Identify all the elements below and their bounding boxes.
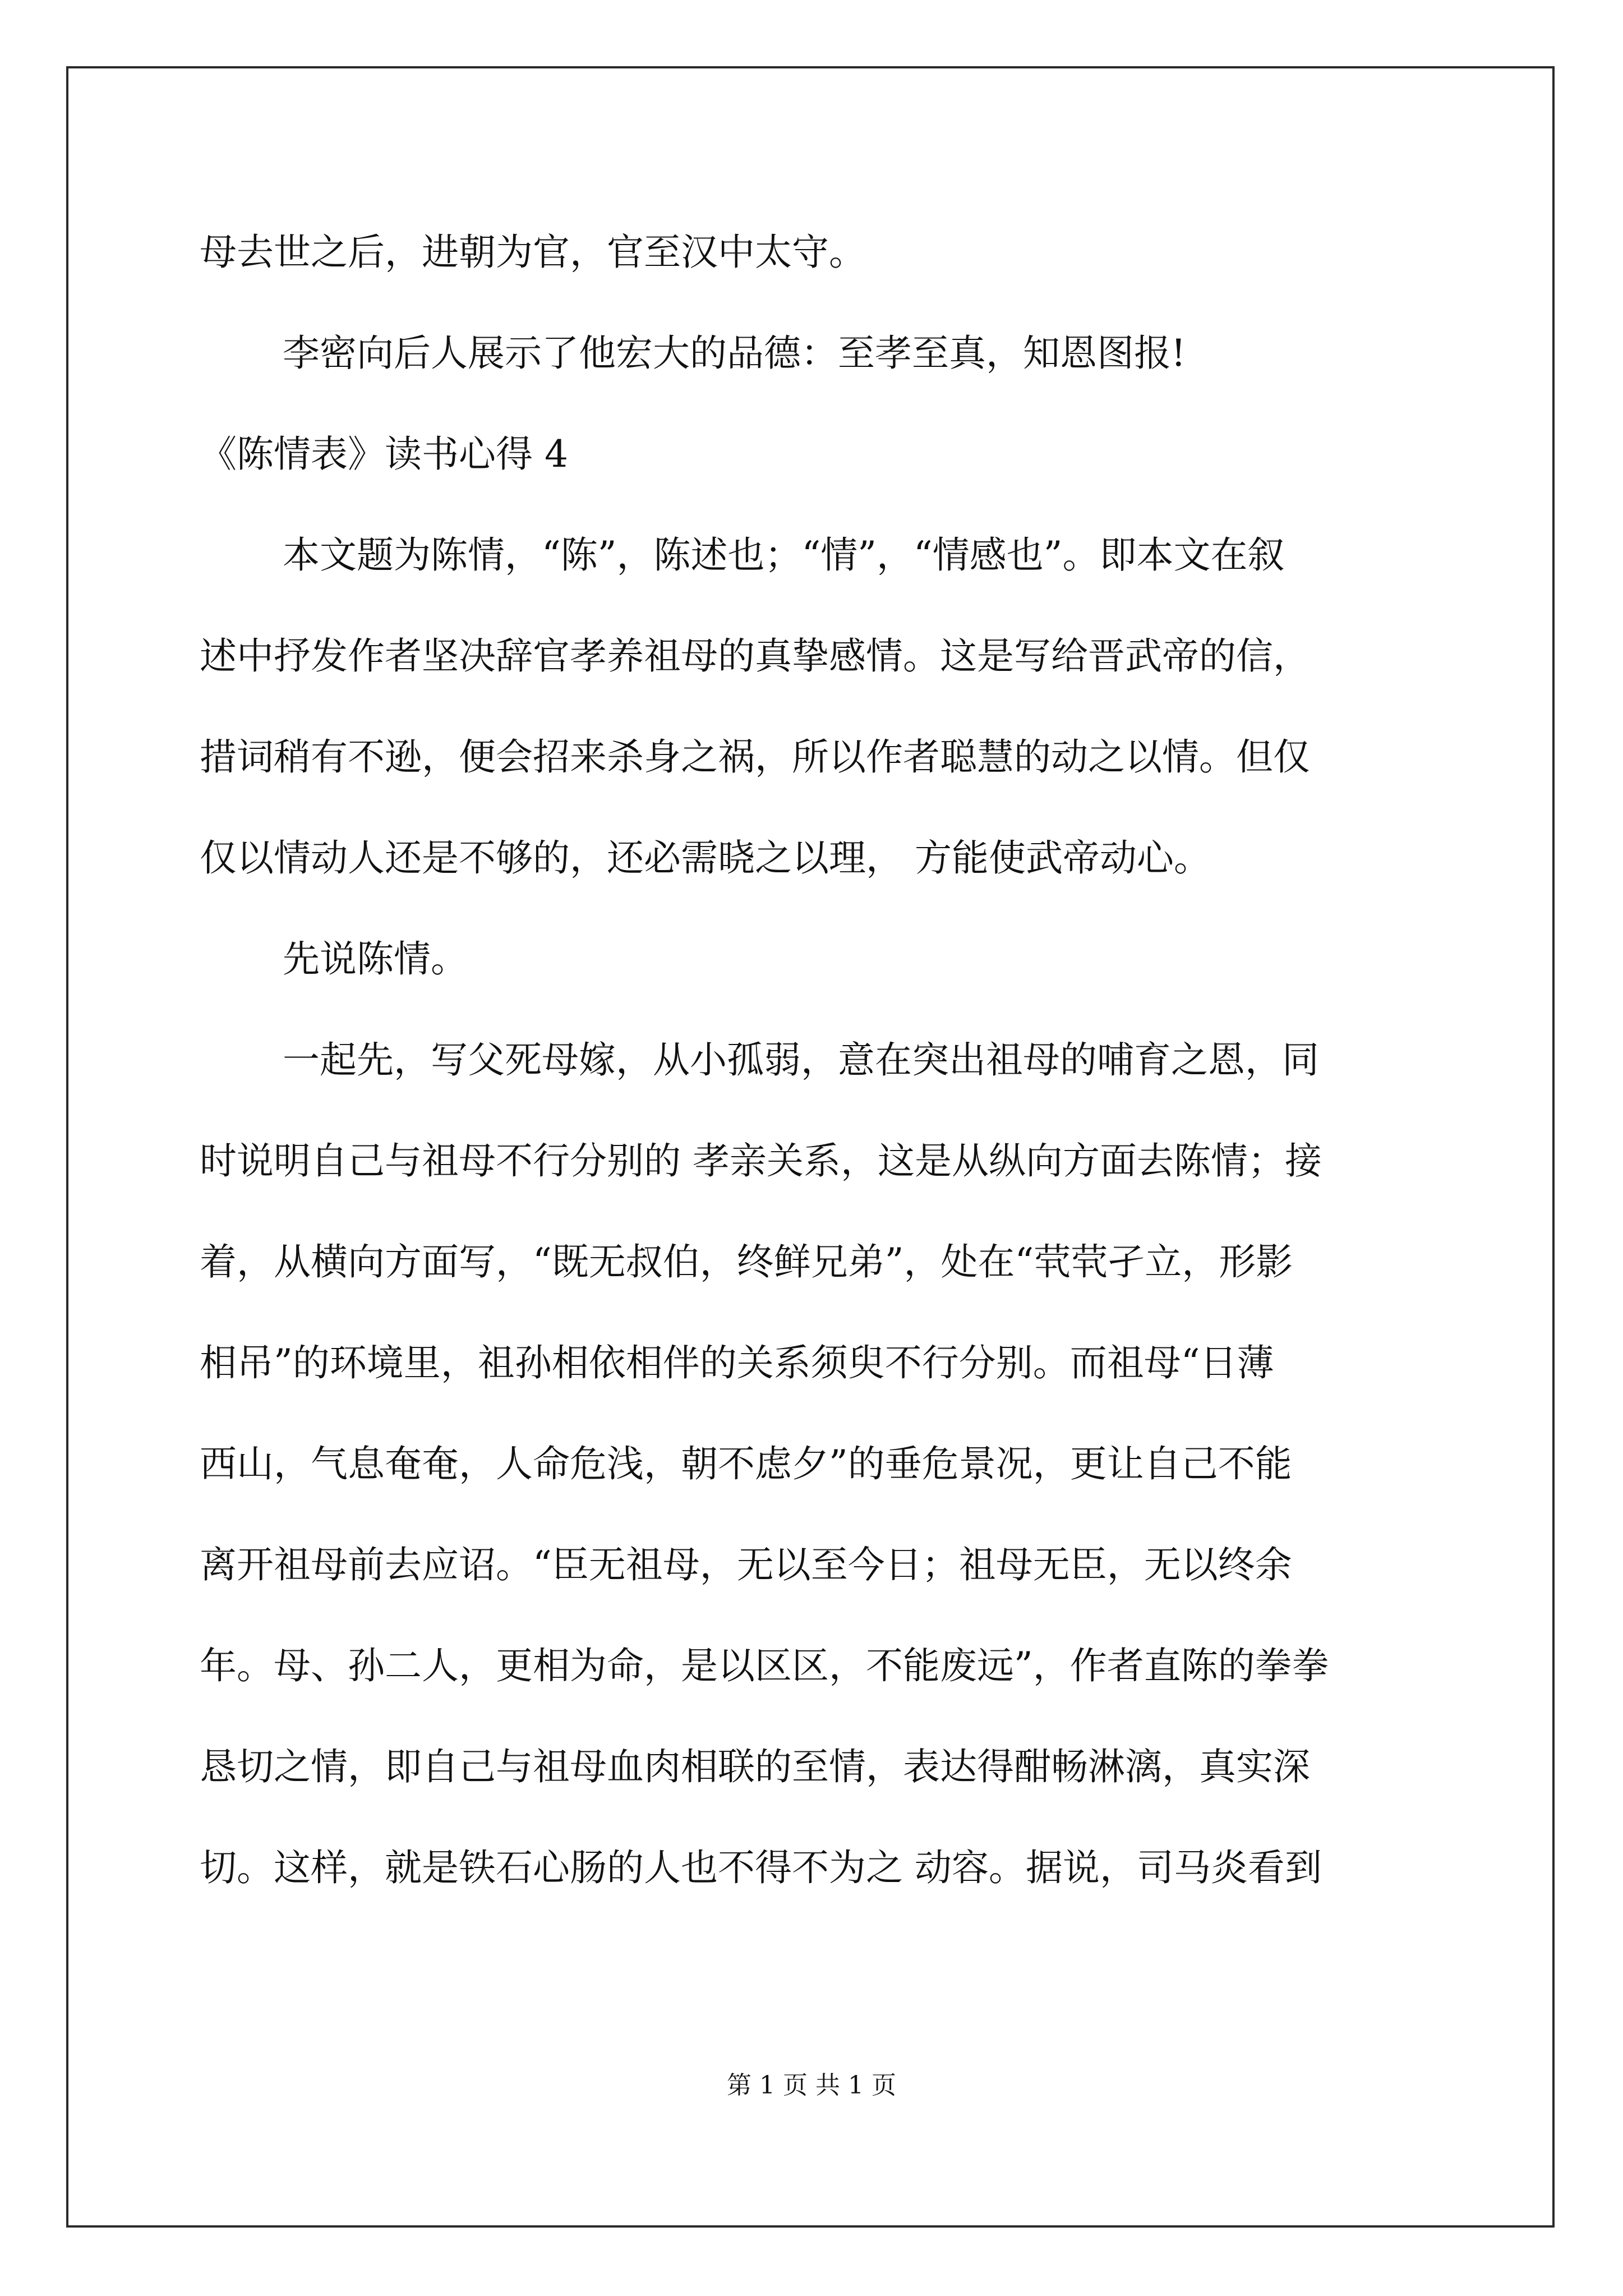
text-line: 西山，气息奄奄，人命危浅，朝不虑夕”的垂危景况，更让自己不能	[200, 1442, 1292, 1485]
text-line: 年。母、孙二人，更相为命，是以区区，不能废远”，作者直陈的拳拳	[200, 1644, 1329, 1687]
text-line: 述中抒发作者坚决辞官孝养祖母的真挚感情。这是写给晋武帝的信，	[200, 634, 1310, 678]
text-line: 措词稍有不逊，便会招来杀身之祸，所以作者聪慧的动之以情。但仅	[200, 735, 1310, 779]
text-line: 相吊”的环境里，祖孙相依相伴的关系须臾不行分别。而祖母“日薄	[200, 1341, 1274, 1384]
text-line: 着，从横向方面写，“既无叔伯，终鲜兄弟”，处在“茕茕孑立，形影	[200, 1240, 1293, 1283]
text-line: 仅以情动人还是不够的，还必需晓之以理， 方能使武帝动心。	[200, 836, 1211, 880]
text-line: 先说陈情。	[283, 937, 468, 981]
text-line: 切。这样，就是铁石心肠的人也不得不为之 动容。据说，司马炎看到	[200, 1846, 1322, 1889]
text-line: 一起先，写父死母嫁，从小孤弱，意在突出祖母的哺育之恩，同	[283, 1038, 1319, 1082]
text-line: 离开祖母前去应诏。“臣无祖母，无以至今日；祖母无臣，无以终余	[200, 1543, 1292, 1586]
text-line: 恳切之情，即自己与祖母血肉相联的至情，表达得酣畅淋漓，真实深	[200, 1745, 1310, 1788]
text-line: 本文题为陈情，“陈”，陈述也；“情”，“情感也”。即本文在叙	[283, 533, 1285, 577]
page-number-footer: 第 1 页 共 1 页	[727, 2071, 896, 2100]
document-body	[200, 202, 1428, 1918]
text-line: 李密向后人展示了他宏大的品德：至孝至真，知恩图报!	[283, 332, 1186, 375]
text-line: 时说明自己与祖母不行分别的 孝亲关系，这是从纵向方面去陈情；接	[200, 1139, 1322, 1182]
section-heading: 《陈情表》读书心得 4	[200, 432, 568, 476]
text-line: 母去世之后，进朝为官，官至汉中太守。	[200, 231, 866, 274]
